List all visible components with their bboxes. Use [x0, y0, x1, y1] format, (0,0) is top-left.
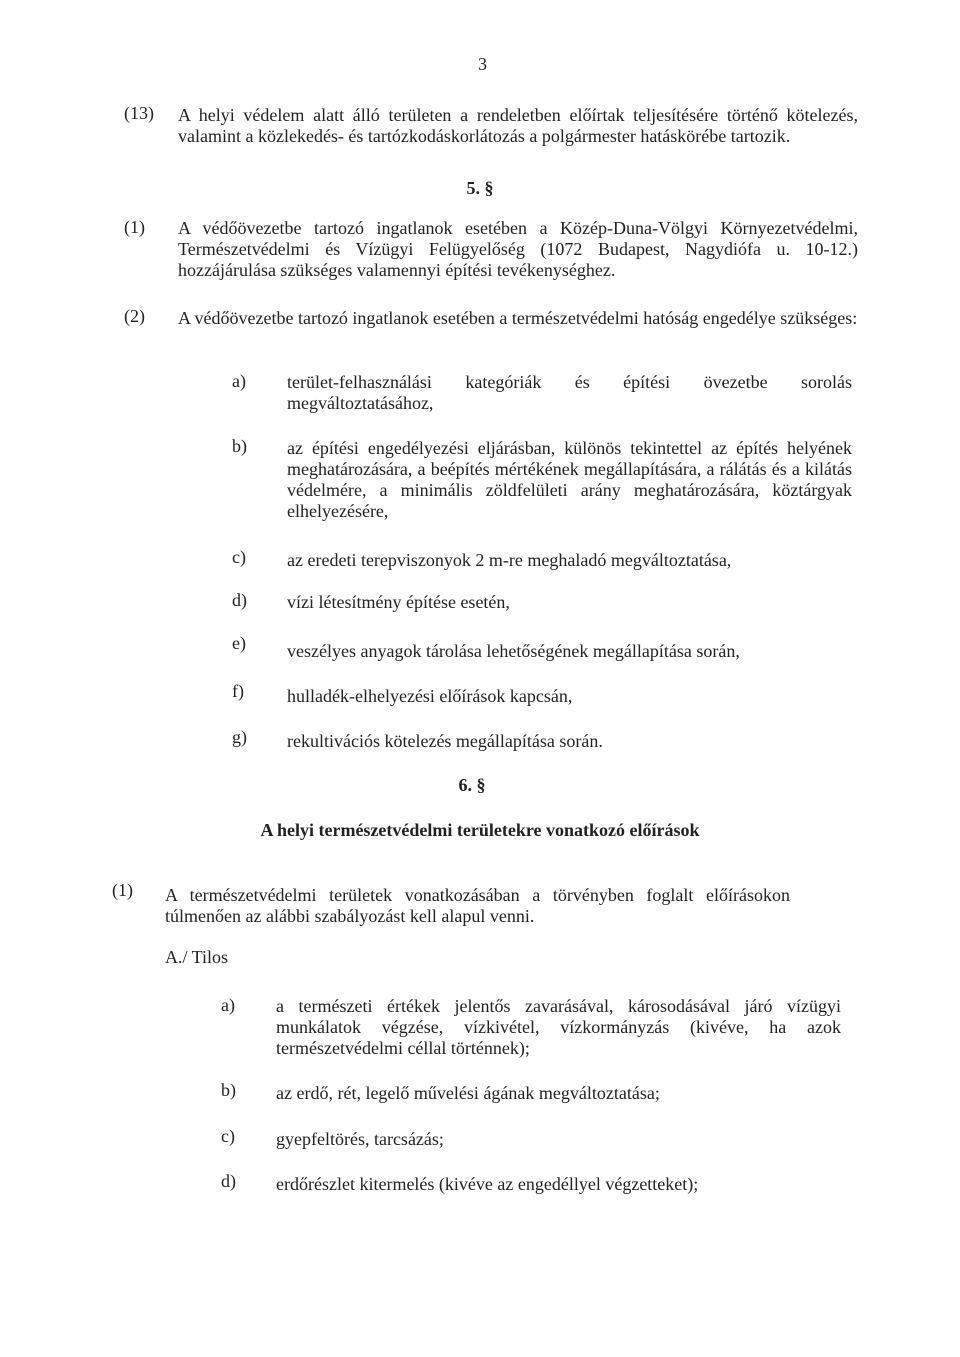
list-item-label: c) [232, 547, 246, 567]
list-item-text: az eredeti terepviszonyok 2 m-re meghaladó megváltoztatása, [287, 550, 732, 570]
list-item-text: erdőrészlet kitermelés (kivéve az engedéllyel végzetteket); [276, 1174, 699, 1194]
sub-heading: A./ Tilos [165, 947, 229, 967]
paragraph-number: (1) [124, 217, 145, 237]
list-item-label: g) [232, 727, 247, 747]
paragraph-text: A védőövezetbe tartozó ingatlanok esetében a természetvédelmi hatóság engedélye szükséges: [178, 308, 858, 328]
list-item-label: d) [232, 590, 247, 610]
list-item-label: c) [221, 1126, 235, 1146]
list-item-label: b) [221, 1080, 236, 1100]
page-number: 3 [478, 54, 487, 74]
list-item-label: f) [232, 681, 244, 701]
paragraph-number: (2) [124, 306, 145, 326]
paragraph-text: A természetvédelmi területek vonatkozásában a törvényben foglalt előírásokon túlmenően az alábbi szabályozást kell alapul venni. [165, 885, 790, 926]
list-item-text: vízi létesítmény építése esetén, [287, 592, 510, 612]
list-item-label: d) [221, 1171, 236, 1191]
list-item-text: gyepfeltörés, tarcsázás; [276, 1129, 444, 1149]
paragraph-text: A védőövezetbe tartozó ingatlanok esetében a Közép-Duna-Völgyi Környezetvédelmi, Természetvédelmi és Vízügyi Felügyelőség (1072 Budapest, Nagydiófa u. 10-12.) hozzájárulása szükséges valamennyi építési tevékenységhez. [178, 218, 858, 280]
list-item-label: a) [232, 371, 246, 391]
list-item-text: veszélyes anyagok tárolása lehetőségének megállapítása során, [287, 641, 740, 661]
paragraph-number: (13) [124, 103, 154, 123]
list-item-text: terület-felhasználási kategóriák és építési övezetbe sorolás megváltoztatásához, [287, 372, 852, 413]
paragraph-text: A helyi védelem alatt álló területen a rendeletben előírtak teljesítésére történő kötelezés, valamint a közlekedés- és tartózkodáskorlátozás a polgármester hatáskörébe tartozik. [178, 105, 858, 146]
list-item-label: b) [232, 436, 247, 456]
section-heading: 6. § [458, 775, 486, 795]
list-item-label: e) [232, 633, 246, 653]
list-item-text: hulladék-elhelyezési előírások kapcsán, [287, 686, 573, 706]
paragraph-number: (1) [112, 880, 133, 900]
section-heading: 5. § [466, 178, 494, 198]
list-item-text: rekultivációs kötelezés megállapítása során. [287, 731, 603, 751]
section-title: A helyi természetvédelmi területekre vonatkozó előírások [260, 820, 700, 840]
list-item-text: az építési engedélyezési eljárásban, különös tekintettel az építés helyének meghatározására, a beépítés mértékének megállapítására, a rálátás és a kilátás védelmére, a minimális zöldfelületi arány meghatározására, köztárgyak elhelyezésére, [287, 438, 852, 521]
list-item-text: a természeti értékek jelentős zavarásával, károsodásával járó vízügyi munkálatok végzése, vízkivétel, vízkormányzás (kivéve, ha azok természetvédelmi céllal történnek); [276, 996, 841, 1058]
list-item-text: az erdő, rét, legelő művelési ágának megváltoztatása; [276, 1083, 660, 1103]
list-item-label: a) [221, 995, 235, 1015]
